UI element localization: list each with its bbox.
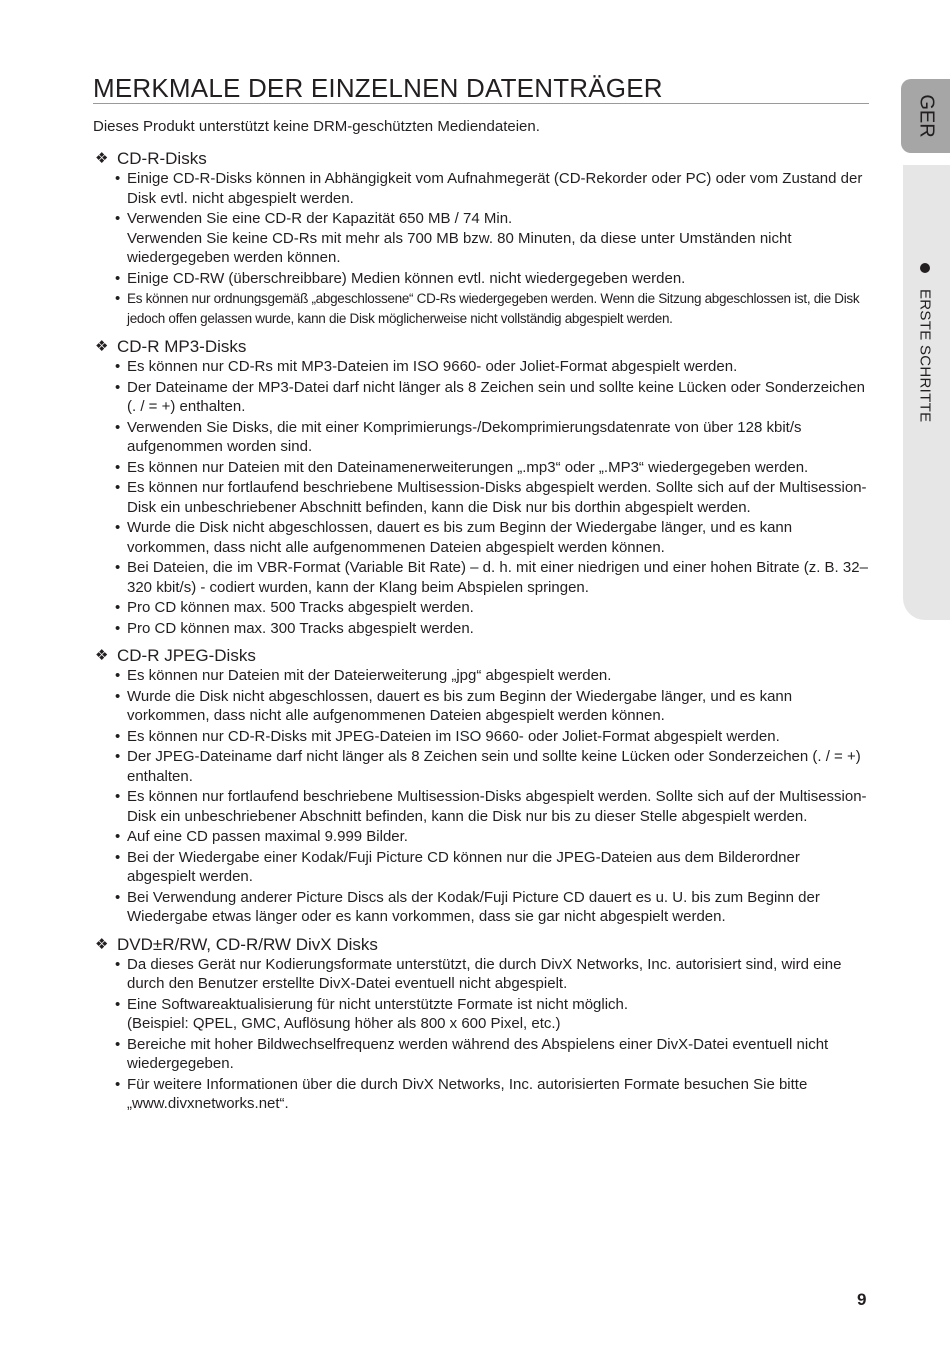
section-heading-text: CD-R MP3-Disks <box>117 337 247 356</box>
diamond-bullet-icon: ❖ <box>95 647 109 664</box>
list-item: • Pro CD können max. 500 Tracks abgespielt werden. <box>93 598 871 618</box>
list-item: • Verwenden Sie Disks, die mit einer Komprimierungs-/Dekomprimierungsdatenrate von über 128 kbit/s aufgenommen worden sind. <box>93 418 871 457</box>
chapter-tab-label: ERSTE SCHRITTE <box>916 289 934 423</box>
bullet-list <box>93 357 871 638</box>
list-item: • Bei Verwendung anderer Picture Discs als der Kodak/Fuji Picture CD dauert es u. U. bis zum Beginn der Wiedergabe etwas länger oder es kann vorkommen, dass sie gar nicht abgespielt werden. <box>93 888 871 927</box>
section-heading <box>95 149 871 169</box>
list-item: • Der JPEG-Dateiname darf nicht länger als 8 Zeichen sein und sollte keine Lücken oder Sonderzeichen (. / = +) enthalten. <box>93 747 871 786</box>
list-item: • Für weitere Informationen über die durch DivX Networks, Inc. autorisierten Formate besuchen Sie bitte „www.divxnetworks.net“. <box>93 1075 871 1114</box>
list-item: • Es können nur fortlaufend beschriebene Multisession-Disks abgespielt werden. Sollte sich auf der Multisession-Disk ein unbeschriebener Abschnitt befinden, kann die Disk nur bis zu dieser Stelle abgespielt werden. <box>93 787 871 826</box>
list-item: • Es können nur CD-Rs mit MP3-Dateien im ISO 9660- oder Joliet-Format abgespielt werden. <box>93 357 871 377</box>
section-cd-r-mp3 <box>93 337 871 638</box>
section-heading-text: CD-R-Disks <box>117 149 207 168</box>
intro-text: Dieses Produkt unterstützt keine DRM-geschützten Mediendateien. <box>93 118 540 135</box>
list-item: • Es können nur CD-R-Disks mit JPEG-Dateien im ISO 9660- oder Joliet-Format abgespielt werden. <box>93 727 871 747</box>
section-heading <box>95 337 871 357</box>
bullet-list <box>93 666 871 927</box>
list-item: • Einige CD-RW (überschreibbare) Medien können evtl. nicht wiedergegeben werden. <box>93 269 871 289</box>
section-divx <box>93 935 871 1114</box>
section-cd-r-jpeg <box>93 646 871 927</box>
list-item: • Pro CD können max. 300 Tracks abgespielt werden. <box>93 619 871 639</box>
list-item: • Eine Softwareaktualisierung für nicht unterstützte Formate ist nicht möglich. (Beispiel: QPEL, GMC, Auflösung höher als 800 x 600 Pixel, etc.) <box>93 995 871 1034</box>
language-tab <box>901 79 950 153</box>
section-heading <box>95 935 871 955</box>
section-heading <box>95 646 871 666</box>
list-item: • Es können nur ordnungsgemäß „abgeschlossene“ CD-Rs wiedergegeben werden. Wenn die Sitzung abgeschlossen ist, die Disk jedoch offen gelassen wurde, kann die Disk möglicherweise nicht vollständig abgespielt werden. <box>93 289 871 329</box>
list-item: • Bei der Wiedergabe einer Kodak/Fuji Picture CD können nur die JPEG-Dateien aus dem Bilderordner abgespielt werden. <box>93 848 871 887</box>
page-number: 9 <box>857 1290 867 1309</box>
page-title: MERKMALE DER EINZELNEN DATENTRÄGER <box>93 74 869 104</box>
bullet-list <box>93 169 871 329</box>
list-item: • Da dieses Gerät nur Kodierungsformate unterstützt, die durch DivX Networks, Inc. autorisiert sind, wird eine durch den Benutzer erstellte DivX-Datei eventuell nicht abgespielt. <box>93 955 871 994</box>
list-item: • Wurde die Disk nicht abgeschlossen, dauert es bis zum Beginn der Wiedergabe länger, und es kann vorkommen, dass nicht alle aufgenommenen Dateien abgespielt werden können. <box>93 687 871 726</box>
list-item: • Bereiche mit hoher Bildwechselfrequenz werden während des Abspielens einer DivX-Datei eventuell nicht wiedergegeben. <box>93 1035 871 1074</box>
bullet-list <box>93 955 871 1114</box>
section-cd-r <box>93 149 871 329</box>
list-item: • Bei Dateien, die im VBR-Format (Variable Bit Rate) – d. h. mit einer niedrigen und einer hohen Bitrate (z. B. 32–320 kbit/s) - codiert wurden, kann der Klang beim Abspielen springen. <box>93 558 871 597</box>
language-tab-label: GER <box>915 94 937 138</box>
list-item: • Auf eine CD passen maximal 9.999 Bilder. <box>93 827 871 847</box>
content-area <box>93 149 871 1122</box>
diamond-bullet-icon: ❖ <box>95 150 109 167</box>
diamond-bullet-icon: ❖ <box>95 935 109 953</box>
list-item: • Es können nur Dateien mit der Dateierweiterung „jpg“ abgespielt werden. <box>93 666 871 686</box>
chapter-tab <box>903 165 950 620</box>
section-heading-text: CD-R JPEG-Disks <box>117 646 256 665</box>
list-item: • Es können nur fortlaufend beschriebene Multisession-Disks abgespielt werden. Sollte sich auf der Multisession-Disk ein unbeschriebener Abschnitt befinden, kann die Disk nur bis dorthin abgespielt werden. <box>93 478 871 517</box>
section-heading-text: DVD±R/RW, CD-R/RW DivX Disks <box>117 934 378 954</box>
chapter-bullet-icon <box>920 263 930 273</box>
list-item: • Der Dateiname der MP3-Datei darf nicht länger als 8 Zeichen sein und sollte keine Lücken oder Sonderzeichen (. / = +) enthalten. <box>93 378 871 417</box>
list-item: • Einige CD-R-Disks können in Abhängigkeit vom Aufnahmegerät (CD-Rekorder oder PC) oder vom Zustand der Disk evtl. nicht abgespielt werden. <box>93 169 871 208</box>
diamond-bullet-icon: ❖ <box>95 338 109 355</box>
list-item: • Wurde die Disk nicht abgeschlossen, dauert es bis zum Beginn der Wiedergabe länger, und es kann vorkommen, dass nicht alle aufgenommenen Dateien abgespielt werden können. <box>93 518 871 557</box>
list-item: • Es können nur Dateien mit den Dateinamenerweiterungen „.mp3“ oder „.MP3“ wiedergegeben werden. <box>93 458 871 478</box>
list-item: • Verwenden Sie eine CD-R der Kapazität 650 MB / 74 Min. Verwenden Sie keine CD-Rs mit mehr als 700 MB bzw. 80 Minuten, da diese unter Umständen nicht wiedergegeben werden können. <box>93 209 871 268</box>
